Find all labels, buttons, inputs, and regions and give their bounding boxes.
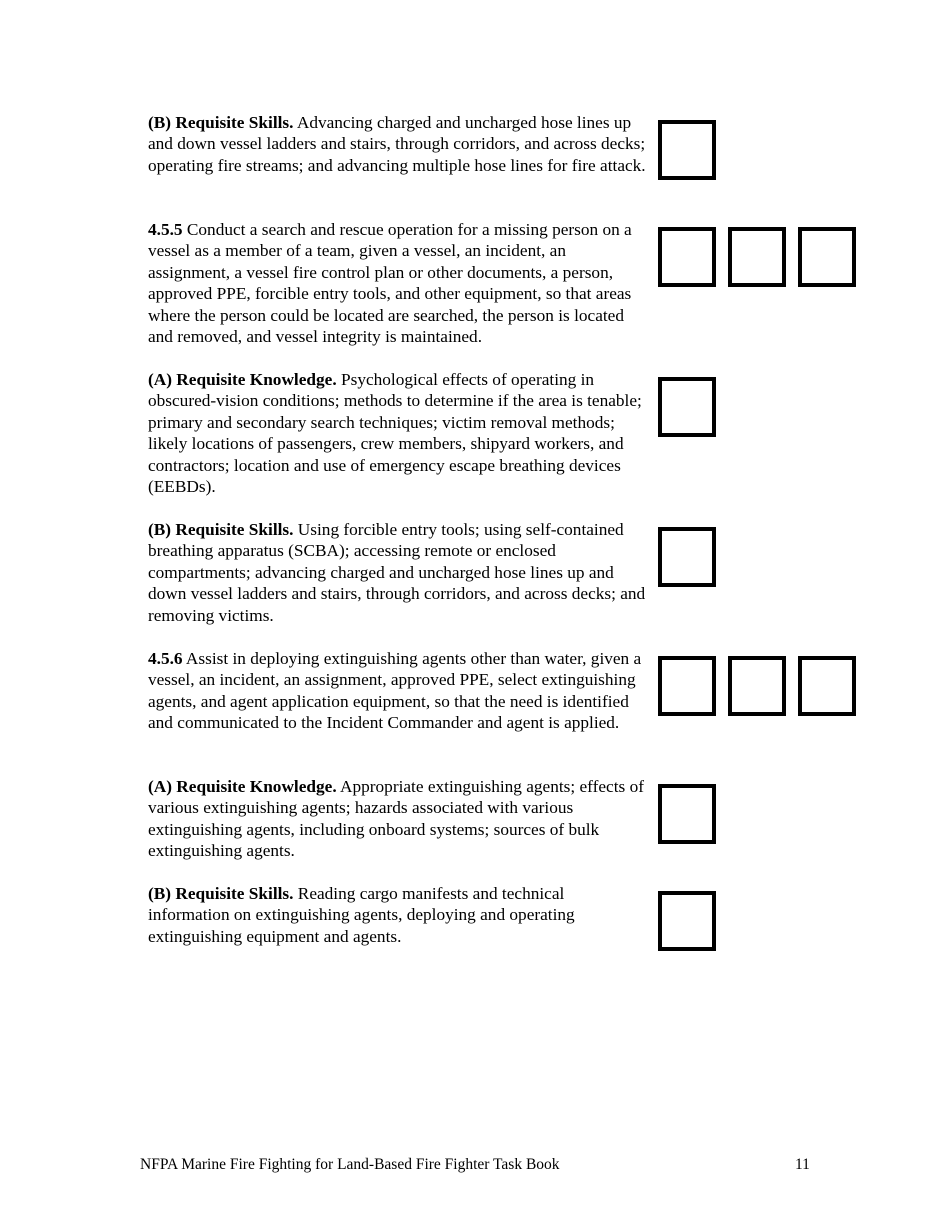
signoff-boxes [658,656,856,716]
section-text: Advancing charged and uncharged hose lines up and down vessel ladders and stairs, through corridors, and across decks; operating fire streams; and advancing multiple hose lines for fire attack. [148,113,646,175]
section-4-5-6 [148,648,648,734]
section-a-knowledge-1 [148,369,648,497]
section-label: (B) Requisite Skills. [148,113,294,132]
section-b-skills-1 [148,112,648,176]
signoff-checkbox[interactable] [658,527,716,587]
signoff-checkbox[interactable] [658,656,716,716]
signoff-checkbox[interactable] [658,784,716,844]
section-label: 4.5.5 [148,220,183,239]
section-b-skills-2 [148,519,648,626]
section-text: Psychological effects of operating in obscured-vision conditions; methods to determine if the area is tenable; primary and secondary search techniques; victim removal methods; likely locations of passengers, crew members, shipyard workers, and contractors; location and use of emergency escape breathing devices (EEBDs). [148,370,642,497]
section-label: (A) Requisite Knowledge. [148,370,337,389]
section-text: Reading cargo manifests and technical information on extinguishing agents, deploying and operating extinguishing equipment and agents. [148,884,575,946]
signoff-boxes [658,377,716,437]
section-label: (B) Requisite Skills. [148,884,294,903]
signoff-boxes [658,227,856,287]
footer-title: NFPA Marine Fire Fighting for Land-Based Fire Fighter Task Book [140,1156,560,1173]
signoff-checkbox[interactable] [798,656,856,716]
section-label: 4.5.6 [148,649,183,668]
signoff-checkbox[interactable] [798,227,856,287]
signoff-checkbox[interactable] [658,891,716,951]
signoff-boxes [658,527,716,587]
signoff-checkbox[interactable] [658,120,716,180]
signoff-checkbox[interactable] [658,377,716,437]
section-b-skills-3 [148,883,648,947]
signoff-boxes [658,784,716,844]
section-a-knowledge-2 [148,776,648,862]
signoff-checkbox[interactable] [728,227,786,287]
page-number: 11 [795,1156,810,1173]
section-4-5-5 [148,219,648,347]
section-text: Assist in deploying extinguishing agents other than water, given a vessel, an incident, an assignment, approved PPE, select extinguishing agents, and agent application equipment, so that the need is identified and communicated to the Incident Commander and agent is applied. [148,649,642,733]
signoff-boxes [658,891,716,951]
section-text: Conduct a search and rescue operation for a missing person on a vessel as a member of a team, given a vessel, an incident, an assignment, a vessel fire control plan or other documents, a person, approved PPE, forcible entry tools, and other equipment, so that areas where the person could be located are searched, the person is located and removed, and vessel integrity is maintained. [148,220,632,347]
section-label: (B) Requisite Skills. [148,520,294,539]
signoff-checkbox[interactable] [658,227,716,287]
section-text: Appropriate extinguishing agents; effects of various extinguishing agents; hazards associated with various extinguishing agents, including onboard systems; sources of bulk extinguishing agents. [148,777,644,861]
section-text: Using forcible entry tools; using self-contained breathing apparatus (SCBA); accessing remote or enclosed compartments; advancing charged and uncharged hose lines up and down vessel ladders and stairs, through corridors, and across decks; and removing victims. [148,520,646,625]
signoff-checkbox[interactable] [728,656,786,716]
signoff-boxes [658,120,716,180]
section-label: (A) Requisite Knowledge. [148,777,337,796]
